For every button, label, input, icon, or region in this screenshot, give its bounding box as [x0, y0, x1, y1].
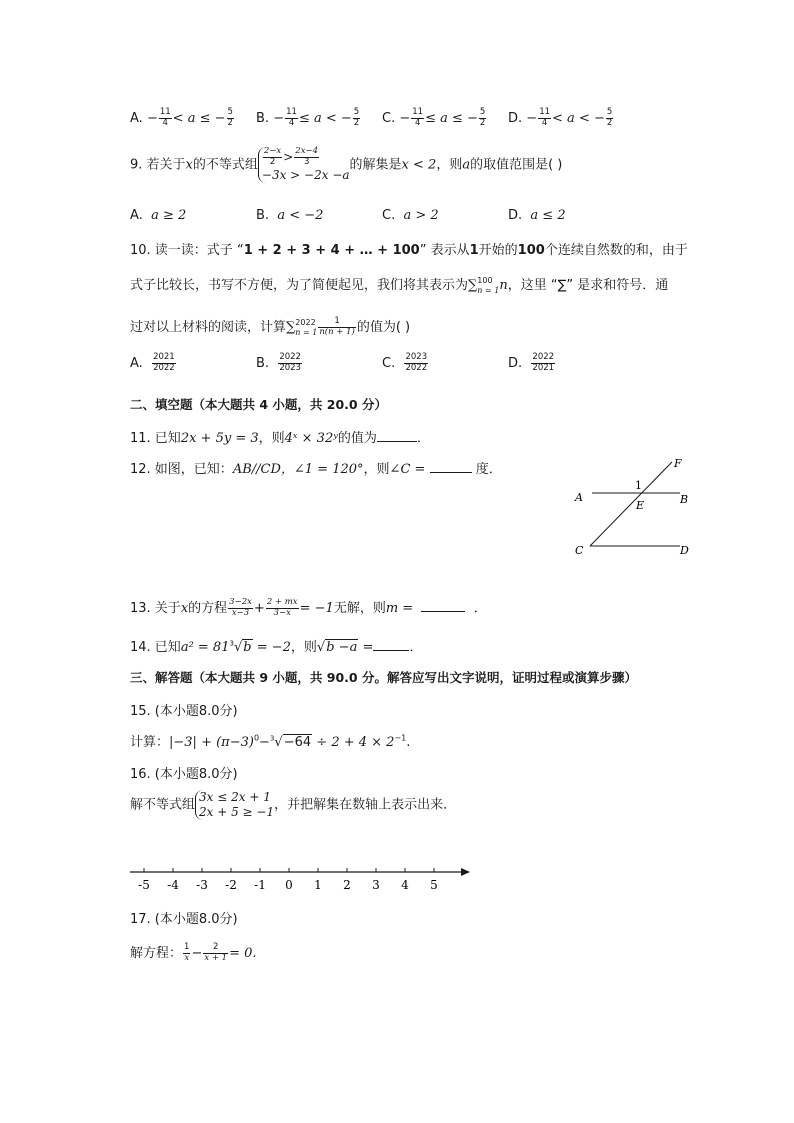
question-14: 14. 已知$a^2 = 81^3√b = -2$，则√b −a = ．: [130, 639, 423, 655]
label-angle-1: 1: [635, 479, 642, 492]
number-line-label: -5: [138, 878, 150, 892]
q10-option-c[interactable]: C. $\frac{2023}{2022}$: [382, 352, 428, 373]
label-f: F: [674, 457, 682, 470]
q10-option-b[interactable]: B. $\frac{2022}{2023}$: [256, 352, 301, 373]
number-line[interactable]: [128, 858, 478, 898]
section-2-title: 二、填空题（本大题共 4 小题，共 20.0 分）: [130, 397, 387, 412]
q9-option-d[interactable]: D. a ≤ 2: [508, 208, 566, 223]
arrow-icon: [461, 868, 470, 876]
number-line-label: -1: [254, 878, 266, 892]
fraction: $\frac{1}{n(n + 1)}$: [319, 316, 355, 337]
inequality-system: 3x ≤ 2x + 1 2x + 5 ≥ −1: [195, 790, 274, 820]
number-line-label: 2: [343, 878, 351, 892]
number-line-label: -4: [167, 878, 179, 892]
answer-blank[interactable]: [430, 472, 472, 473]
question-10-line-3: 过对以上材料的阅读，计算∑ 2022 n = 1 $\frac{1}{n(n + 1)}$ 的值为( ): [130, 316, 411, 337]
question-13: 13. 关于x的方程 $\frac{3-2x}{x-3}$ + $\frac{2 + mx}{3-x}$ = −1无解，则m = ．: [130, 597, 487, 618]
q10-option-a[interactable]: A. $\frac{2021}{2022}$: [130, 352, 175, 373]
fraction: $\frac{5}{2}$: [353, 107, 360, 128]
answer-blank[interactable]: [421, 611, 465, 612]
fraction: $\frac{5}{2}$: [479, 107, 486, 128]
number-line-label: 1: [314, 878, 322, 892]
q8-option-c[interactable]: C. − $\frac{11}{4}$ ≤ a ≤ − $\frac{5}{2}$: [382, 107, 486, 128]
number-line-label: 3: [372, 878, 380, 892]
question-15-header: 15. (本小题8.0分): [130, 704, 238, 719]
number-line-label: 4: [401, 878, 409, 892]
fraction: $\frac{2}{x + 1}$: [204, 942, 228, 963]
question-16-header: 16. (本小题8.0分): [130, 767, 238, 782]
transversal-line: [590, 462, 672, 546]
question-9: 9. 若关于x的不等式组 $\frac{2-x}{2}$ > $\frac{2x-4}{3}$ −3x > −2x −a 的解集是x < 2，则a的取值范围是( ): [130, 146, 563, 182]
question-16: 解不等式组 3x ≤ 2x + 1 2x + 5 ≥ −1 ，并把解集在数轴上表示出来．: [130, 790, 457, 819]
answer-blank[interactable]: [377, 441, 417, 442]
question-17-header: 17. (本小题8.0分): [130, 912, 238, 927]
answer-blank[interactable]: [373, 650, 409, 651]
q8-option-a[interactable]: A. − $\frac{11}{4}$ < a ≤ − $\frac{5}{2}$: [130, 107, 233, 128]
sum-limits: 2022 n = 1: [295, 317, 318, 337]
q9-option-c[interactable]: C. a > 2: [382, 208, 439, 223]
parallel-lines-figure: [570, 452, 700, 562]
number-line-label: 0: [285, 878, 293, 892]
fraction: $\frac{5}{2}$: [606, 107, 613, 128]
question-12: 12. 如图，已知：AB//CD，∠1 = 120°，则∠C = 度．: [130, 462, 502, 477]
q9-option-a[interactable]: A. a ≥ 2: [130, 208, 187, 223]
number-line-label: -3: [196, 878, 208, 892]
fraction: $\frac{11}{4}$: [539, 107, 551, 128]
label-a: A: [575, 491, 583, 504]
label-c: C: [575, 544, 584, 557]
label-b: B: [680, 493, 689, 506]
q8-option-b[interactable]: B. − $\frac{11}{4}$ ≤ a < − $\frac{5}{2}$: [256, 107, 360, 128]
fraction: $\frac{3-2x}{x-3}$: [229, 597, 252, 618]
question-15: 计算：$|-3| + (\pi-3)^0-^3√-64 \div 2 + 4 \times 2^{-1}$.: [130, 733, 411, 750]
number-line-label: 5: [430, 878, 438, 892]
q8-option-d[interactable]: D. − $\frac{11}{4}$ < a < − $\frac{5}{2}$: [508, 107, 613, 128]
label-e: E: [636, 499, 645, 512]
fraction: $\frac{11}{4}$: [412, 107, 424, 128]
question-10-line-2: 式子比较长，书写不方便，为了简便起见，我们将其表示为∑ 100 n = 1 n，这里 “∑” 是求和符号．通: [130, 275, 669, 295]
inequality-system: $\frac{2-x}{2}$ > $\frac{2x-4}{3}$ −3x > −2x −a: [258, 147, 350, 183]
fraction: $\frac{2 + mx}{3-x}$: [266, 597, 298, 618]
sum-limits: 100 n = 1: [477, 275, 500, 295]
fraction: $\frac{5}{2}$: [227, 107, 233, 128]
number-line-label: -2: [225, 878, 237, 892]
question-11: 11. 已知2x + 5y = 3，则4ˣ × 32ʸ的值为 ．: [130, 431, 430, 446]
fraction: $\frac{11}{4}$: [159, 107, 171, 128]
section-3-title: 三、解答题（本大题共 9 小题，共 90.0 分。解答应写出文字说明，证明过程或演算步骤）: [130, 670, 637, 685]
label-d: D: [680, 544, 689, 557]
question-17: 解方程： $\frac{1}{x}$ − $\frac{2}{x + 1}$ = 0.: [130, 942, 257, 963]
question-10-line-1: 10. 读一读：式子 “1 + 2 + 3 + 4 + … + 100” 表示从1开始的100个连续自然数的和，由于: [130, 243, 688, 258]
q9-option-b[interactable]: B. a < −2: [256, 208, 324, 223]
fraction: $\frac{1}{x}$: [184, 942, 190, 963]
fraction: $\frac{11}{4}$: [286, 107, 297, 128]
q10-option-d[interactable]: D. $\frac{2022}{2021}$: [508, 352, 555, 373]
